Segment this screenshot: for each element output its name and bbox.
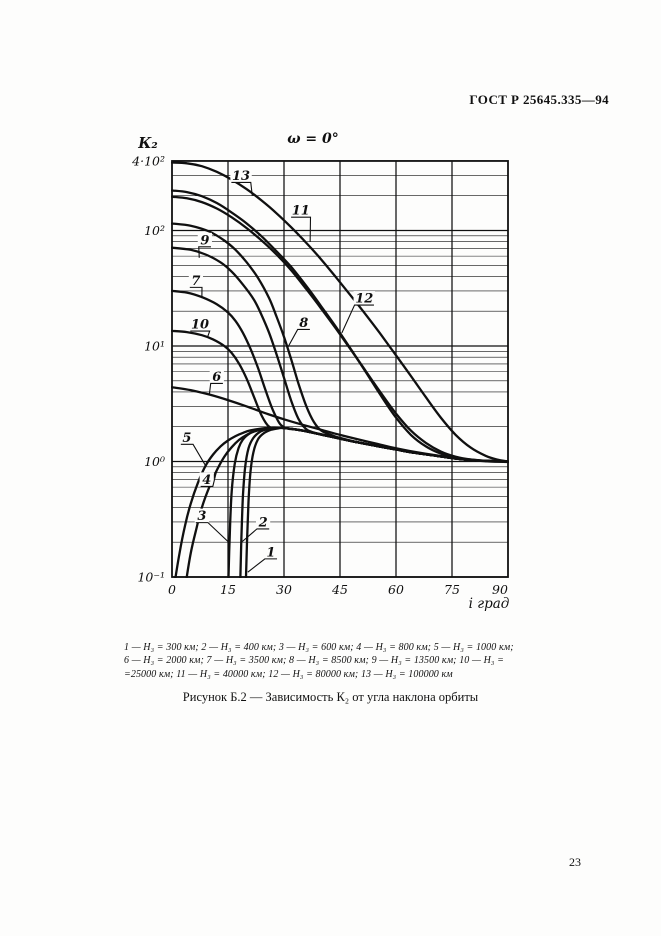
- x-tick-75: 75: [444, 582, 460, 597]
- x-tick-90: 90: [492, 582, 508, 597]
- page-number: 23: [569, 855, 581, 869]
- chart-title: ω = 0°: [287, 131, 339, 147]
- curve-label-11: 11: [291, 203, 310, 219]
- curve-label-leader-1: [248, 559, 277, 572]
- x-tick-0: 0: [168, 582, 176, 597]
- legend-line-3: =25000 км; 11 — Н₃ = 40000 км; 12 — Н₃ = 80000 км; 13 — Н₃ = 100000 км: [124, 668, 453, 680]
- x-axis-label: i град: [468, 596, 510, 612]
- curve-1: [246, 428, 508, 581]
- curve-label-12: 12: [355, 291, 374, 307]
- legend-line-1: 1 — Н₃ = 300 км; 2 — Н₃ = 400 км; 3 — Н₃ = 600 км; 4 — Н₃ = 800 км; 5 — Н₃ = 1000 км;: [124, 642, 514, 653]
- curve-label-6: 6: [212, 369, 222, 385]
- curve-label-leader-3: [196, 523, 229, 543]
- curve-label-8: 8: [299, 315, 309, 331]
- x-tick-30: 30: [276, 582, 292, 597]
- curve-label-leader-5: [181, 444, 206, 465]
- curve-label-leader-2: [241, 529, 269, 542]
- x-tick-60: 60: [388, 582, 404, 597]
- y-tick-10⁰: 10⁰: [144, 454, 165, 469]
- curve-label-5: 5: [182, 430, 192, 446]
- y-tick-4·10²: 4·10²: [132, 153, 165, 169]
- doc-header: ГОСТ Р 25645.335—94: [469, 92, 609, 107]
- curve-label-3: 3: [197, 509, 207, 525]
- curve-4: [186, 428, 508, 581]
- curve-label-10: 10: [190, 317, 210, 333]
- curve-2: [240, 428, 508, 581]
- curve-label-1: 1: [266, 545, 276, 561]
- curve-label-4: 4: [202, 472, 212, 488]
- x-tick-15: 15: [220, 582, 236, 597]
- curve-label-2: 2: [258, 515, 268, 531]
- curve-label-13: 13: [232, 168, 251, 184]
- curve-label-9: 9: [200, 233, 210, 249]
- curve-label-7: 7: [191, 273, 201, 289]
- legend-line-2: 6 — Н₃ = 2000 км; 7 — Н₃ = 3500 км; 8 — Н₃ = 8500 км; 9 — Н₃ = 13500 км; 10 — Н₃ =: [124, 655, 504, 667]
- x-tick-45: 45: [332, 582, 348, 597]
- curve-label-leader-8: [288, 329, 310, 347]
- curve-label-leader-13: [231, 182, 252, 195]
- y-axis-label: К₂: [138, 135, 158, 152]
- curve-label-leader-6: [209, 383, 223, 394]
- y-tick-10²: 10²: [144, 223, 165, 238]
- curve-5: [175, 427, 508, 580]
- figure-legend: [124, 641, 546, 681]
- y-tick-10⁻¹: 10⁻¹: [137, 569, 165, 585]
- figure-caption: Рисунок Б.2 — Зависимость К₂ от угла наклона орбиты: [182, 690, 479, 704]
- y-tick-10¹: 10¹: [144, 338, 165, 354]
